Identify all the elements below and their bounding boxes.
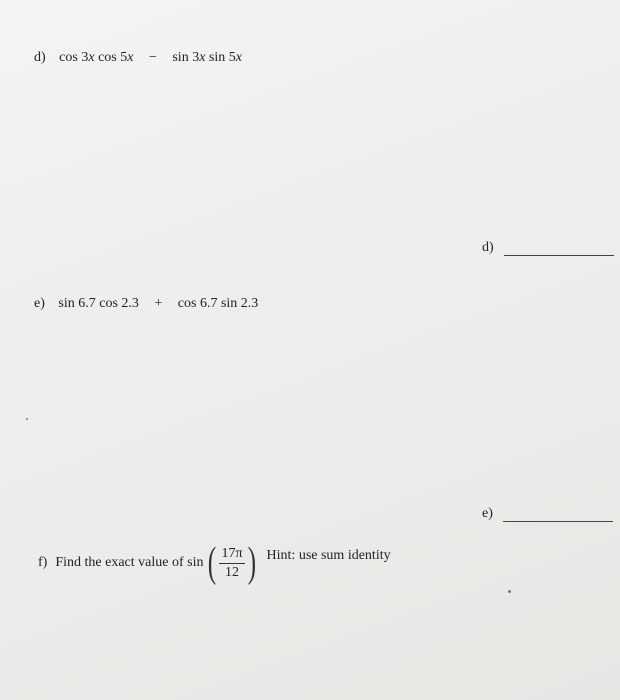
problem-d-var1: x: [88, 50, 95, 65]
answer-e: [482, 506, 613, 522]
problem-e-label: e): [34, 296, 45, 311]
paper-speck: [26, 418, 28, 420]
problem-f-fraction-group: [205, 542, 258, 584]
problem-e: [34, 296, 258, 312]
left-paren: (: [208, 540, 217, 586]
answer-d: [482, 240, 614, 256]
problem-f-hint: Hint: use sum identity: [266, 548, 391, 563]
problem-d: [34, 50, 242, 66]
problem-f-label: f): [38, 555, 48, 570]
right-paren: ): [247, 540, 256, 586]
problem-f: [38, 542, 391, 584]
answer-e-line[interactable]: [503, 509, 613, 522]
problem-d-var1b: x: [127, 50, 134, 65]
answer-d-line[interactable]: [504, 243, 614, 256]
paper-speck: [508, 590, 511, 593]
problem-f-fraction: [219, 546, 244, 581]
problem-f-text: Find the exact value of sin: [55, 555, 204, 570]
problem-d-var2b: x: [235, 50, 242, 65]
problem-e-term2: cos 6.7 sin 2.3: [177, 296, 259, 311]
problem-d-var2: x: [199, 50, 206, 65]
problem-d-label: d): [34, 50, 46, 65]
problem-e-operator: +: [154, 296, 163, 311]
problem-d-operator: −: [148, 50, 157, 65]
problem-d-expression: [59, 50, 242, 65]
problem-d-term1: cos 3: [59, 50, 89, 65]
fraction-denominator: 12: [225, 564, 239, 580]
answer-e-label: e): [482, 506, 493, 521]
problem-e-term1: sin 6.7 cos 2.3: [58, 296, 139, 311]
answer-d-label: d): [482, 240, 494, 255]
problem-d-term1b: cos 5: [94, 50, 128, 65]
problem-d-term2b: sin 5: [208, 50, 236, 65]
problem-d-term2: sin 3: [172, 50, 200, 65]
fraction-numerator: 17π: [219, 546, 244, 564]
